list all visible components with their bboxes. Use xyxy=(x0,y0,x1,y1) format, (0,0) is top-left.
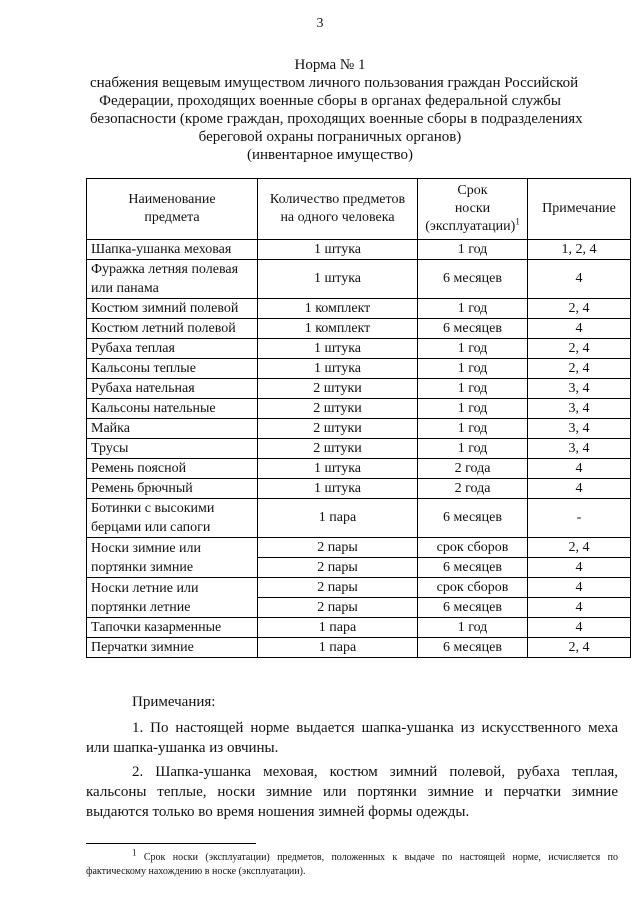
item-name xyxy=(87,419,258,439)
item-note: 1, 2, 4 xyxy=(528,240,631,260)
table-body xyxy=(87,240,631,658)
norm-table xyxy=(86,178,631,658)
item-term: 1 год xyxy=(418,419,528,439)
page-number: 3 xyxy=(316,16,324,31)
item-quantity: 1 штука xyxy=(258,339,418,359)
table-row xyxy=(87,419,631,439)
item-quantity: 2 пары xyxy=(258,538,418,558)
item-term: 1 год xyxy=(418,399,528,419)
header-qty-line: на одного человека xyxy=(280,210,395,225)
item-term: 1 год xyxy=(418,379,528,399)
table-row xyxy=(87,459,631,479)
item-name-line: Кальсоны нательные xyxy=(91,400,216,416)
item-quantity: 1 штука xyxy=(258,240,418,260)
item-note: 4 xyxy=(528,558,631,578)
item-name xyxy=(87,499,258,538)
item-term: 1 год xyxy=(418,359,528,379)
item-name-line: портянки летние xyxy=(91,599,191,615)
table-row xyxy=(87,479,631,499)
item-note: 4 xyxy=(528,479,631,499)
item-quantity: 2 штуки xyxy=(258,419,418,439)
item-name-line: Шапка-ушанка меховая xyxy=(91,241,232,257)
item-name xyxy=(87,319,258,339)
table-header-row xyxy=(87,179,631,240)
item-name xyxy=(87,240,258,260)
table-row xyxy=(87,499,631,538)
item-name xyxy=(87,439,258,459)
item-name xyxy=(87,479,258,499)
item-name xyxy=(87,260,258,299)
item-name-line: берцами или сапоги xyxy=(91,520,211,535)
footnote-text: Срок носки (эксплуатации) предметов, положенных к выдаче по настоящей норме, исчисляется по фактическому нахождению в носке (эксплуатации). xyxy=(86,852,618,877)
item-term: 6 месяцев xyxy=(418,598,528,618)
note-item: 2. Шапка-ушанка меховая, костюм зимний полевой, рубаха теплая, кальсоны теплые, носки зимние или портянки зимние и перчатки зимние выдаются только во время ношения зимней формы одежды. xyxy=(86,764,618,820)
table-row xyxy=(87,578,631,598)
item-note: 3, 4 xyxy=(528,419,631,439)
item-term: 1 год xyxy=(418,618,528,638)
item-quantity: 2 штуки xyxy=(258,439,418,459)
table-row xyxy=(87,379,631,399)
footnote-mark: 1 xyxy=(132,847,137,858)
notes-section xyxy=(86,692,618,822)
item-quantity: 2 штуки xyxy=(258,399,418,419)
item-quantity: 1 штука xyxy=(258,260,418,299)
table-row xyxy=(87,618,631,638)
header-line: снабжения вещевым имуществом личного пользования граждан Российской xyxy=(90,75,579,91)
item-name-line: Носки зимние или xyxy=(91,540,202,556)
header-term-line xyxy=(422,218,523,236)
item-term: 1 год xyxy=(418,439,528,459)
note-item: 1. По настоящей норме выдается шапка-ушанка из искусственного меха или шапка-ушанка из овчины. xyxy=(86,720,618,756)
item-name xyxy=(87,638,258,658)
table-row xyxy=(87,319,631,339)
item-term: 1 год xyxy=(418,240,528,260)
item-name-line: Рубаха нательная xyxy=(91,380,195,396)
item-note: 2, 4 xyxy=(528,638,631,658)
item-name-line: Фуражка летняя полевая xyxy=(91,262,239,277)
footnote-divider xyxy=(86,843,256,844)
document-header xyxy=(90,56,583,164)
item-note: 4 xyxy=(528,618,631,638)
item-term: 1 год xyxy=(418,299,528,319)
header-qty-line: Количество предметов xyxy=(269,192,406,207)
item-note: 2, 4 xyxy=(528,299,631,319)
table-row xyxy=(87,339,631,359)
item-quantity: 2 пары xyxy=(258,558,418,578)
item-note: 3, 4 xyxy=(528,379,631,399)
item-name-line: Носки летние или xyxy=(91,580,199,596)
item-term: 2 года xyxy=(418,459,528,479)
item-name xyxy=(87,379,258,399)
item-note: 3, 4 xyxy=(528,399,631,419)
table-row xyxy=(87,260,631,299)
header-line: (инвентарное имущество) xyxy=(246,147,414,163)
item-note: 4 xyxy=(528,260,631,299)
item-name-line: Кальсоны теплые xyxy=(91,360,196,376)
item-note: 4 xyxy=(528,319,631,339)
item-name-line: Костюм летний полевой xyxy=(91,320,236,336)
table-row xyxy=(87,439,631,459)
item-name-line: или панама xyxy=(91,281,159,296)
item-quantity: 1 штука xyxy=(258,359,418,379)
item-note: 3, 4 xyxy=(528,439,631,459)
header-note: Примечание xyxy=(528,179,631,240)
item-name-line: портянки зимние xyxy=(91,559,194,575)
header-term-text: (эксплуатации) xyxy=(425,219,516,234)
item-name xyxy=(87,459,258,479)
item-quantity: 1 пара xyxy=(258,618,418,638)
item-name-line: Трусы xyxy=(91,440,129,456)
item-name xyxy=(87,399,258,419)
item-quantity: 1 комплект xyxy=(258,319,418,339)
header-name-line: Наименование xyxy=(128,192,216,207)
item-term: срок сборов xyxy=(418,538,528,558)
table-row xyxy=(87,240,631,260)
item-quantity: 1 штука xyxy=(258,459,418,479)
item-term: 6 месяцев xyxy=(418,558,528,578)
footnote xyxy=(86,847,618,879)
header-term-line: Срок xyxy=(457,183,488,198)
norm-title: Норма № 1 xyxy=(294,57,366,73)
item-name-line: Тапочки казарменные xyxy=(91,619,222,635)
item-note: 4 xyxy=(528,578,631,598)
item-note: 2, 4 xyxy=(528,538,631,558)
table-row xyxy=(87,638,631,658)
item-quantity: 1 комплект xyxy=(258,299,418,319)
header-term xyxy=(418,179,528,240)
footnote-ref: 1 xyxy=(515,216,520,227)
item-quantity: 1 пара xyxy=(258,499,418,538)
item-term: 6 месяцев xyxy=(418,319,528,339)
item-quantity: 2 пары xyxy=(258,578,418,598)
item-quantity: 2 пары xyxy=(258,598,418,618)
item-term: 6 месяцев xyxy=(418,499,528,538)
item-name-line: Ботинки с высокими xyxy=(91,501,215,516)
item-term: 2 года xyxy=(418,479,528,499)
item-name xyxy=(87,359,258,379)
item-name xyxy=(87,339,258,359)
item-name xyxy=(87,299,258,319)
item-quantity: 1 штука xyxy=(258,479,418,499)
item-name-line: Майка xyxy=(91,420,130,436)
item-term: срок сборов xyxy=(418,578,528,598)
item-note: 2, 4 xyxy=(528,339,631,359)
item-name-line: Перчатки зимние xyxy=(91,639,194,655)
item-name-line: Костюм зимний полевой xyxy=(91,300,239,316)
header-name-line: предмета xyxy=(144,210,200,225)
notes-title: Примечания: xyxy=(132,694,216,710)
item-term: 1 год xyxy=(418,339,528,359)
header-quantity xyxy=(258,179,418,240)
item-term: 6 месяцев xyxy=(418,638,528,658)
table-row xyxy=(87,538,631,558)
header-line: Федерации, проходящих военные сборы в органах федеральной службы xyxy=(99,93,561,109)
item-note: 2, 4 xyxy=(528,359,631,379)
table-row xyxy=(87,299,631,319)
item-note: 4 xyxy=(528,598,631,618)
item-name-line: Ремень брючный xyxy=(91,480,193,496)
header-line: береговой охраны пограничных органов) xyxy=(198,129,462,145)
item-quantity: 2 штуки xyxy=(258,379,418,399)
table-row xyxy=(87,399,631,419)
item-quantity: 1 пара xyxy=(258,638,418,658)
item-name xyxy=(87,618,258,638)
item-name xyxy=(87,578,258,618)
header-line: безопасности (кроме граждан, проходящих военные сборы в подразделениях xyxy=(90,111,583,127)
header-name xyxy=(87,179,258,240)
item-note: - xyxy=(528,499,631,538)
item-note: 4 xyxy=(528,459,631,479)
item-name xyxy=(87,538,258,578)
item-name-line: Рубаха теплая xyxy=(91,340,175,356)
header-term-line: носки xyxy=(454,201,491,216)
item-term: 6 месяцев xyxy=(418,260,528,299)
table-row xyxy=(87,359,631,379)
item-name-line: Ремень поясной xyxy=(91,460,187,476)
